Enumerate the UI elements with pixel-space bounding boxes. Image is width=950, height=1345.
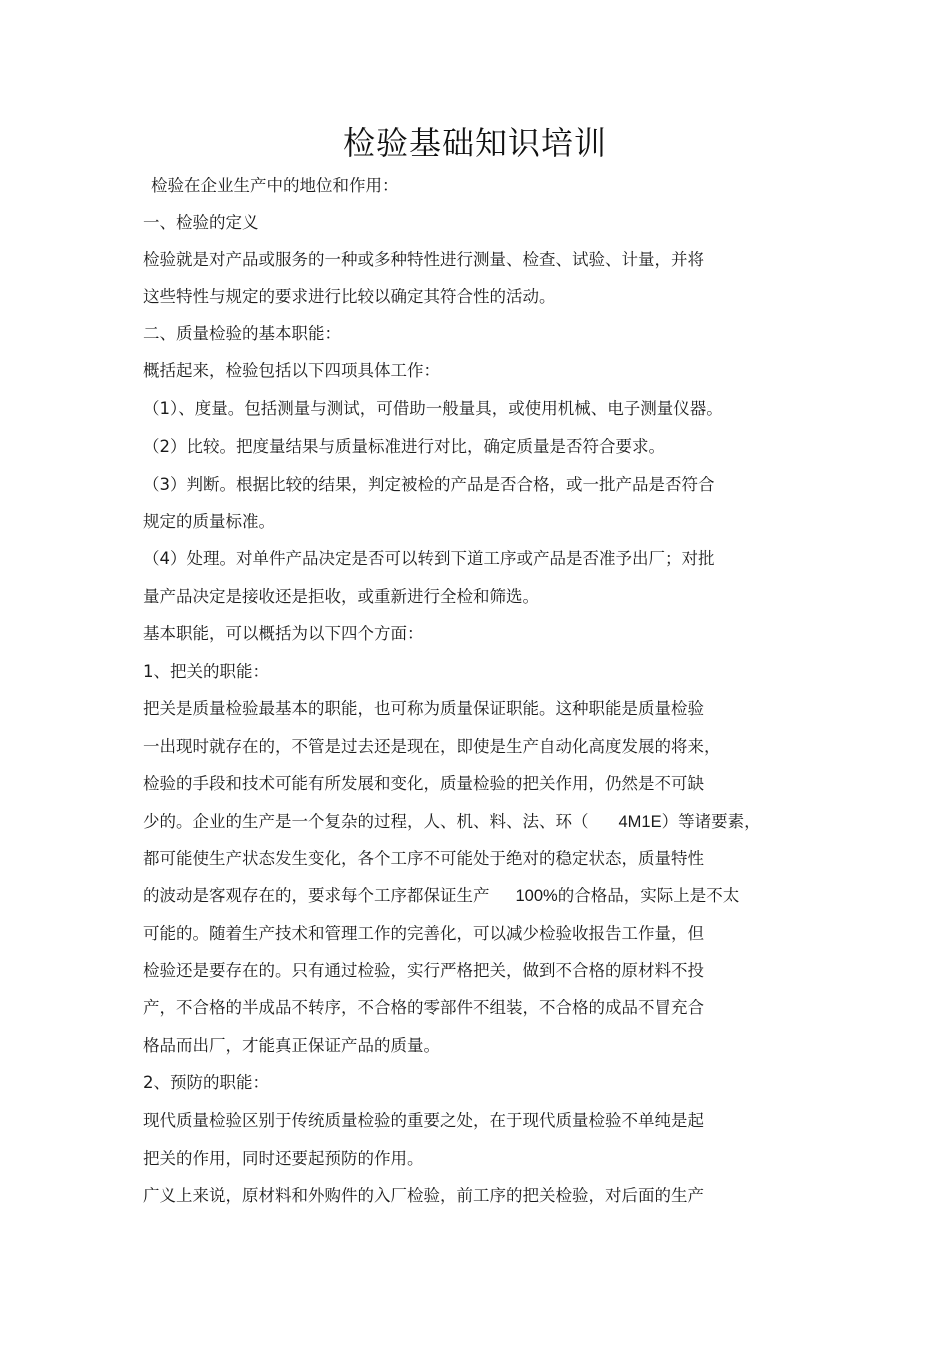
text-line: 产，不合格的半成品不转序，不合格的零部件不组装，不合格的成品不冒充合 [143,998,704,1017]
text-line: 一出现时就存在的，不管是过去还是现在，即使是生产自动化高度发展的将来， [143,737,721,756]
text-line: 现代质量检验区别于传统质量检验的重要之处，在于现代质量检验不单纯是起 [143,1111,704,1130]
text-segment: 的合格品，实际上是不太 [557,886,740,905]
text-line: 概括起来，检验包括以下四项具体工作： [143,361,440,380]
document-title: 检验基础知识培训 [342,124,607,162]
section-heading: 一、检验的定义 [143,213,259,232]
text-segment: 少的。企业的生产是一个复杂的过程，人、机、料、法、环（ [143,812,589,831]
section-heading: 二、质量检验的基本职能： [143,324,341,343]
section-heading: 2、预防的职能： [143,1073,269,1092]
text-line: 检验在企业生产中的地位和作用： [151,176,399,195]
text-line-composite [143,885,739,907]
list-item: （2）比较。把度量结果与质量标准进行对比，确定质量是否符合要求。 [143,437,665,456]
text-line: 格品而出厂，才能真正保证产品的质量。 [143,1036,440,1055]
text-line: 这些特性与规定的要求进行比较以确定其符合性的活动。 [143,287,556,306]
text-line: 检验就是对产品或服务的一种或多种特性进行测量、检查、试验、计量，并将 [143,250,704,269]
list-item: （1）、度量。包括测量与测试，可借助一般量具，或使用机械、电子测量仪器。 [143,399,723,418]
percent-value: 100% [515,887,558,905]
text-line: 检验还是要存在的。只有通过检验，实行严格把关，做到不合格的原材料不投 [143,961,704,980]
text-line: 可能的。随着生产技术和管理工作的完善化，可以减少检验收报告工作量，但 [143,924,704,943]
text-segment: ）等诸要素， [661,812,761,831]
text-line: 把关的作用，同时还要起预防的作用。 [143,1149,424,1168]
list-item: （4）处理。对单件产品决定是否可以转到下道工序或产品是否准予出厂；对批 [143,549,715,568]
text-line: 基本职能，可以概括为以下四个方面： [143,624,424,643]
text-segment: 的波动是客观存在的，要求每个工序都保证生产 [143,886,490,905]
text-line: 量产品决定是接收还是拒收，或重新进行全检和筛选。 [143,587,539,606]
text-line: 广义上来说，原材料和外购件的入厂检验，前工序的把关检验，对后面的生产 [143,1186,704,1205]
text-line: 都可能使生产状态发生变化，各个工序不可能处于绝对的稳定状态，质量特性 [143,849,704,868]
text-line: 把关是质量检验最基本的职能，也可称为质量保证职能。这种职能是质量检验 [143,699,704,718]
term-4m1e: 4M1E [618,813,662,831]
text-line-composite [143,811,761,833]
text-line: 检验的手段和技术可能有所发展和变化，质量检验的把关作用，仍然是不可缺 [143,774,704,793]
text-line: 规定的质量标准。 [143,512,275,531]
section-heading: 1、把关的职能： [143,662,269,681]
list-item: （3）判断。根据比较的结果，判定被检的产品是否合格，或一批产品是否符合 [143,475,715,494]
